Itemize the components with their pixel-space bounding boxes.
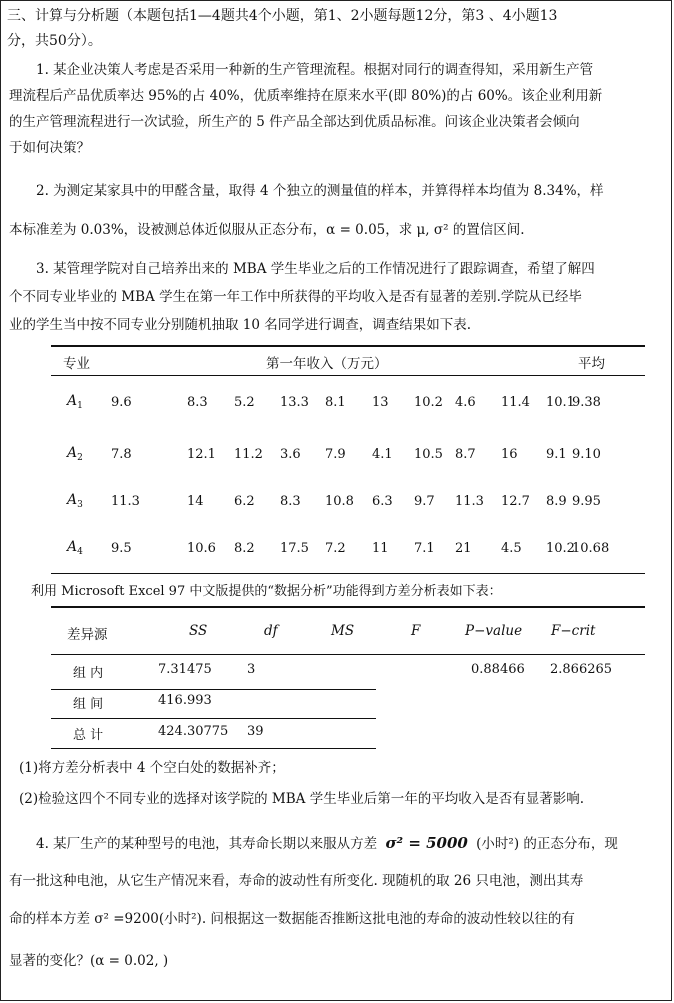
income-row-label-letter: A	[67, 539, 78, 555]
income-cell: 5.2	[234, 395, 255, 410]
q1-line2: 理流程后产品优质率达 95%的占 40%，优质率维持在原来水平(即 80%)的占 60%。该企业利用新	[9, 88, 603, 104]
income-cell: 11.2	[234, 447, 263, 462]
q3-sub2: (2)检验这四个不同专业的选择对该学院的 MBA 学生毕业后第一年的平均收入是否有显著影响.	[19, 791, 584, 807]
q1-line3: 的生产管理流程进行一次试验，所生产的 5 件产品全部达到优质品标准。问该企业决策者会倾向	[9, 114, 580, 130]
anova-header-rule	[51, 654, 645, 655]
income-cell: 6.2	[234, 494, 255, 509]
income-cell: 8.1	[325, 395, 346, 410]
anova-header-cell: P−value	[465, 623, 523, 639]
income-cell: 9.1	[546, 447, 567, 462]
income-cell: 7.9	[325, 447, 346, 462]
anova-header-cell: df	[264, 623, 278, 639]
anova-cell-fcrit: 2.866265	[550, 662, 613, 677]
q3-line1: 3. 某管理学院对自己培养出来的 MBA 学生毕业之后的工作情况进行了跟踪调查，希望了解四	[36, 261, 595, 277]
income-cell: 7.1	[414, 541, 435, 556]
income-row-label-letter: A	[67, 393, 78, 409]
anova-header-cell: SS	[189, 623, 208, 639]
section-header-line2: 分，共50分）。	[7, 33, 102, 49]
anova-row-rule-1	[51, 689, 376, 690]
income-cell: 8.7	[455, 447, 476, 462]
income-row-label	[67, 393, 83, 411]
income-cell: 12.7	[501, 494, 530, 509]
income-avg-cell: 9.95	[572, 494, 601, 509]
q2-line2: 本标准差为 0.03%，设被测总体近似服从正态分布，α = 0.05，求 μ, σ² 的置信区间.	[9, 222, 525, 238]
income-cell: 16	[501, 447, 518, 462]
income-cell: 10.2	[546, 541, 575, 556]
income-cell: 6.3	[372, 494, 393, 509]
anova-cell-source: 组 内	[73, 666, 104, 681]
income-cell: 21	[455, 541, 472, 556]
income-cell: 4.5	[501, 541, 522, 556]
anova-header-cell: F	[411, 623, 421, 639]
q1-line4: 于如何决策？	[9, 140, 90, 156]
anova-bottom-rule	[51, 748, 376, 749]
income-cell: 8.3	[187, 395, 208, 410]
section-header	[7, 4, 665, 54]
income-table-top-rule	[51, 345, 645, 347]
income-cell: 7.8	[111, 447, 132, 462]
q4-line1	[9, 831, 661, 857]
income-cell: 8.9	[546, 494, 567, 509]
income-row-label	[67, 492, 83, 510]
anova-cell-p: 0.88466	[471, 662, 525, 677]
income-row-label-subscript: 3	[77, 500, 83, 510]
income-cell: 13	[372, 395, 389, 410]
anova-cell-source: 总 计	[73, 728, 104, 743]
income-cell: 17.5	[280, 541, 309, 556]
q4-line4: 显著的变化？(α = 0.02, )	[9, 953, 169, 969]
income-cell: 3.6	[280, 447, 301, 462]
income-cell: 10.1	[546, 395, 575, 410]
income-row-label	[67, 445, 83, 463]
anova-header-cell: MS	[331, 623, 355, 639]
anova-top-rule	[51, 606, 645, 608]
anova-row-rule-2	[51, 718, 376, 719]
income-cell: 4.6	[455, 395, 476, 410]
income-cell: 4.1	[372, 447, 393, 462]
income-cell: 9.7	[414, 494, 435, 509]
income-cell: 12.1	[187, 447, 216, 462]
income-col-income: 第一年收入（万元）	[266, 356, 388, 372]
income-cell: 13.3	[280, 395, 309, 410]
income-col-avg: 平均	[578, 356, 605, 372]
anova-header-cell: 差异源	[67, 627, 108, 643]
income-cell: 10.5	[414, 447, 443, 462]
q4-line3: 命的样本方差 σ² =9200(小时²). 问根据这一数据能否推断这批电池的寿命的波动性较以往的有	[9, 911, 575, 927]
income-avg-cell: 10.68	[572, 541, 610, 556]
anova-cell-source: 组 间	[73, 697, 104, 712]
income-cell: 8.3	[280, 494, 301, 509]
income-row-label	[67, 539, 83, 557]
q2-line1: 2. 为测定某家具中的甲醛含量，取得 4 个独立的测量值的样本，并算得样本均值为 8.34%，样	[36, 183, 604, 199]
income-cell: 8.2	[234, 541, 255, 556]
income-cell: 9.6	[111, 395, 132, 410]
income-cell: 11.3	[455, 494, 484, 509]
q1-line1: 1. 某企业决策人考虑是否采用一种新的生产管理流程。根据对同行的调查得知，采用新生产管	[36, 62, 594, 78]
anova-cell-df: 39	[247, 724, 264, 739]
q3-sub1: (1)将方差分析表中 4 个空白处的数据补齐；	[19, 760, 285, 776]
income-avg-cell: 9.38	[572, 395, 601, 410]
income-table-header-rule	[51, 375, 645, 376]
q3-line3: 业的学生当中按不同专业分别随机抽取 10 名同学进行调查，调查结果如下表.	[9, 317, 472, 333]
section-header-line1: 三、计算与分析题（本题包括1—4题共4个小题，第1、2小题每题12分，第3 、4小题13	[7, 8, 558, 24]
income-cell: 10.8	[325, 494, 354, 509]
income-row-label-subscript: 1	[77, 401, 83, 411]
income-cell: 11	[372, 541, 389, 556]
income-row-label-subscript: 2	[77, 453, 83, 463]
income-table-bottom-rule	[51, 573, 645, 574]
income-cell: 7.2	[325, 541, 346, 556]
q3-line2: 个不同专业毕业的 MBA 学生在第一年工作中所获得的平均收入是否有显著的差别.学院从已经毕	[9, 289, 582, 305]
anova-header-cell: F−crit	[551, 623, 596, 639]
income-cell: 10.6	[187, 541, 216, 556]
q4-variance-formula: σ² = 5000	[385, 834, 468, 852]
income-row-label-letter: A	[67, 445, 78, 461]
income-row-label-letter: A	[67, 492, 78, 508]
income-cell: 14	[187, 494, 204, 509]
income-cell: 9.5	[111, 541, 132, 556]
q4-line1-text-a: 4. 某厂生产的某种型号的电池，其寿命长期以来服从方差	[36, 836, 378, 852]
excel-note: 利用 Microsoft Excel 97 中文版提供的“数据分析”功能得到方差分析表如下表：	[31, 584, 502, 599]
q4-line2: 有一批这种电池，从它生产情况来看，寿命的波动性有所变化. 现随机的取 26 只电池，测出其寿	[9, 873, 584, 889]
income-avg-cell: 9.10	[572, 447, 601, 462]
income-cell: 11.3	[111, 494, 140, 509]
income-col-major: 专业	[63, 356, 90, 372]
anova-cell-ss: 416.993	[158, 693, 212, 708]
anova-cell-ss: 424.30775	[158, 724, 229, 739]
income-row-label-subscript: 4	[77, 547, 83, 557]
income-cell: 10.2	[414, 395, 443, 410]
income-cell: 11.4	[501, 395, 530, 410]
anova-cell-df: 3	[247, 662, 256, 677]
anova-cell-ss: 7.31475	[158, 662, 212, 677]
q4-line1-text-c: (小时²) 的正态分布，现	[476, 836, 618, 852]
